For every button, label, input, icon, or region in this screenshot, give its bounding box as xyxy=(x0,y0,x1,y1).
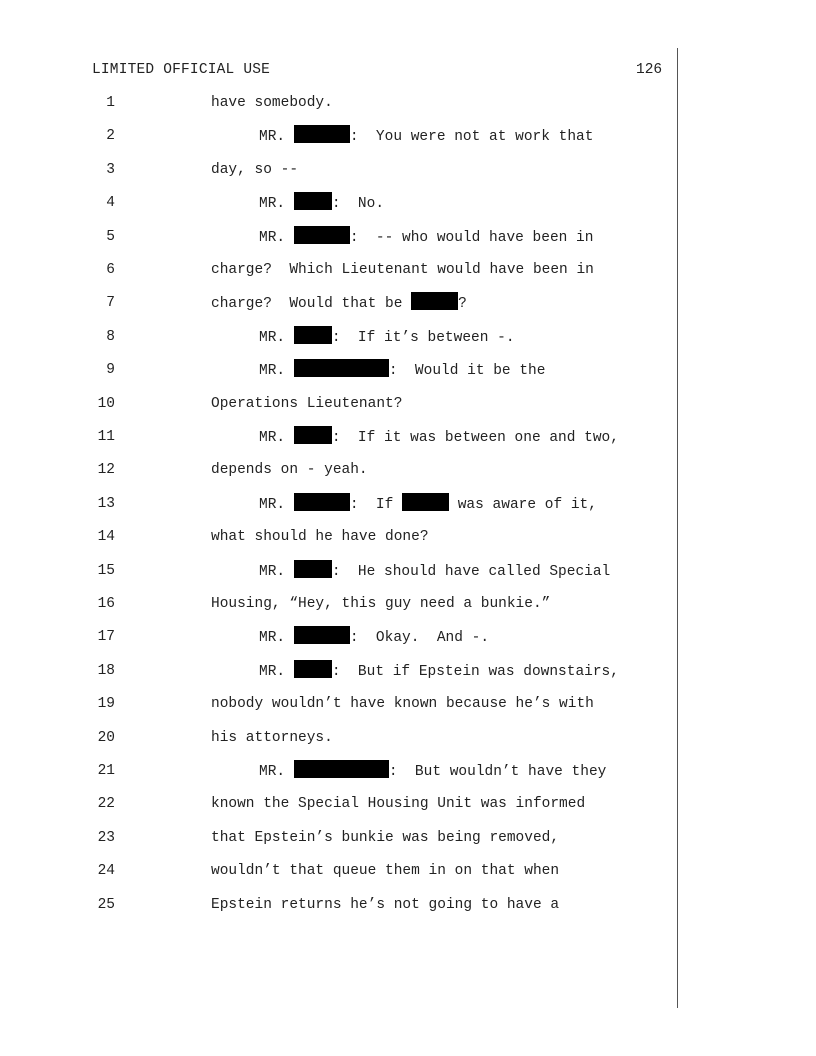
redaction-block xyxy=(294,326,332,344)
line-number: 23 xyxy=(97,829,115,846)
redaction-block xyxy=(294,192,332,210)
transcript-line xyxy=(0,359,670,381)
text-segment: MR. xyxy=(259,663,294,680)
text-segment: charge? Would that be xyxy=(211,296,412,313)
line-number: 20 xyxy=(97,729,115,746)
line-number: 12 xyxy=(97,462,115,479)
transcript-line xyxy=(0,693,670,715)
line-text xyxy=(211,827,559,849)
text-segment: : If it’s between -. xyxy=(331,329,515,346)
redaction-block xyxy=(294,626,350,644)
text-segment: MR. xyxy=(259,496,294,513)
line-text xyxy=(259,660,619,683)
text-segment: MR. xyxy=(259,363,294,380)
text-segment: Epstein returns he’s not going to have a xyxy=(211,896,560,913)
transcript-line xyxy=(0,860,670,882)
text-segment: MR. xyxy=(259,764,294,780)
text-segment: Operations Lieutenant? xyxy=(211,395,403,412)
right-margin-rule xyxy=(677,48,678,1008)
line-text xyxy=(259,226,593,249)
transcript-line xyxy=(0,159,670,181)
transcript-line xyxy=(0,526,670,548)
line-text xyxy=(211,693,594,715)
text-segment: nobody wouldn’t have known because he’s with xyxy=(211,696,594,713)
line-text xyxy=(211,793,585,815)
redaction-block xyxy=(294,660,332,678)
transcript-line xyxy=(0,192,670,214)
text-segment: : Would it be the xyxy=(388,363,546,380)
transcript-line xyxy=(0,827,670,849)
transcript-line xyxy=(0,92,670,114)
redaction-block xyxy=(294,560,332,578)
line-text xyxy=(211,92,333,114)
line-text xyxy=(259,626,489,649)
transcript-line xyxy=(0,226,670,248)
line-number: 9 xyxy=(106,362,115,379)
line-number: 21 xyxy=(97,763,115,779)
text-segment: Housing, “Hey, this guy need a bunkie.” xyxy=(211,596,551,612)
redaction-block xyxy=(294,760,389,778)
redaction-block xyxy=(294,359,389,377)
transcript-line xyxy=(0,292,670,314)
text-segment: have somebody. xyxy=(211,95,333,111)
line-text xyxy=(211,259,594,281)
text-segment: : But if Epstein was downstairs, xyxy=(331,663,619,680)
line-number: 19 xyxy=(97,696,115,713)
text-segment: that Epstein’s bunkie was being removed, xyxy=(211,829,560,846)
line-number: 14 xyxy=(97,529,115,546)
transcript-line xyxy=(0,727,670,749)
transcript-line xyxy=(0,125,670,147)
text-segment: : Okay. And -. xyxy=(349,630,490,647)
text-segment: wouldn’t that queue them in on that when xyxy=(211,863,560,880)
line-number: 5 xyxy=(106,228,115,245)
text-segment: MR. xyxy=(259,430,294,446)
line-number: 15 xyxy=(97,562,115,579)
redaction-block xyxy=(411,292,458,310)
line-text xyxy=(211,860,559,882)
text-segment: day, so -- xyxy=(211,161,299,178)
line-text xyxy=(259,125,593,148)
page-number: 126 xyxy=(636,62,663,78)
classification-header: LIMITED OFFICIAL USE xyxy=(92,62,271,78)
text-segment: : But wouldn’t have they xyxy=(388,764,607,780)
line-text xyxy=(259,326,515,349)
line-text xyxy=(259,560,610,583)
line-number: 3 xyxy=(106,161,115,178)
line-text xyxy=(259,760,606,783)
line-text xyxy=(211,593,550,615)
text-segment: MR. xyxy=(259,630,294,647)
line-number: 13 xyxy=(97,495,115,512)
redaction-block xyxy=(402,493,449,511)
line-number: 2 xyxy=(106,128,115,145)
text-segment: : He should have called Special xyxy=(331,563,611,580)
transcript-line xyxy=(0,793,670,815)
line-text xyxy=(211,393,402,415)
transcript-line xyxy=(0,760,670,782)
text-segment: his attorneys. xyxy=(211,729,333,746)
transcript-line xyxy=(0,626,670,648)
line-text xyxy=(211,459,368,481)
line-number: 17 xyxy=(97,629,115,646)
text-segment: was aware of it, xyxy=(449,496,597,513)
line-number: 11 xyxy=(97,429,115,445)
text-segment: MR. xyxy=(259,229,294,246)
transcript-line xyxy=(0,560,670,582)
text-segment: what should he have done? xyxy=(211,529,429,546)
line-text xyxy=(211,292,467,315)
text-segment: : If it was between one and two, xyxy=(331,430,619,446)
transcript-line xyxy=(0,459,670,481)
line-text xyxy=(211,159,298,181)
line-number: 16 xyxy=(97,596,115,612)
line-number: 7 xyxy=(106,295,115,312)
text-segment: known the Special Housing Unit was informed xyxy=(211,796,586,813)
line-number: 18 xyxy=(97,662,115,679)
line-number: 22 xyxy=(97,796,115,813)
text-segment: : If xyxy=(349,496,403,513)
line-text xyxy=(259,493,597,516)
line-number: 10 xyxy=(97,395,115,412)
line-number: 1 xyxy=(106,95,115,111)
transcript-line xyxy=(0,493,670,515)
line-text xyxy=(259,192,384,215)
text-segment: MR. xyxy=(259,196,294,213)
line-number: 24 xyxy=(97,863,115,880)
text-segment: ? xyxy=(458,296,467,313)
transcript-line xyxy=(0,259,670,281)
line-text xyxy=(259,426,619,449)
redaction-block xyxy=(294,226,350,244)
transcript-line xyxy=(0,393,670,415)
line-number: 6 xyxy=(106,262,115,278)
line-number: 25 xyxy=(97,896,115,913)
transcript-line xyxy=(0,660,670,682)
redaction-block xyxy=(294,493,350,511)
text-segment: MR. xyxy=(259,329,294,346)
redaction-block xyxy=(294,125,350,143)
transcript-line xyxy=(0,326,670,348)
text-segment: : You were not at work that xyxy=(349,129,594,146)
text-segment: depends on - yeah. xyxy=(211,462,368,479)
line-text xyxy=(259,359,545,382)
text-segment: : -- who would have been in xyxy=(349,229,594,246)
text-segment: charge? Which Lieutenant would have been in xyxy=(211,262,594,278)
transcript-line xyxy=(0,593,670,615)
text-segment: MR. xyxy=(259,563,294,580)
transcript-line xyxy=(0,894,670,916)
line-text xyxy=(211,526,429,548)
redaction-block xyxy=(294,426,332,444)
line-text xyxy=(211,727,333,749)
text-segment: MR. xyxy=(259,129,294,146)
line-text xyxy=(211,894,559,916)
line-number: 8 xyxy=(106,328,115,345)
transcript-line xyxy=(0,426,670,448)
text-segment: : No. xyxy=(331,196,385,213)
line-number: 4 xyxy=(106,195,115,212)
